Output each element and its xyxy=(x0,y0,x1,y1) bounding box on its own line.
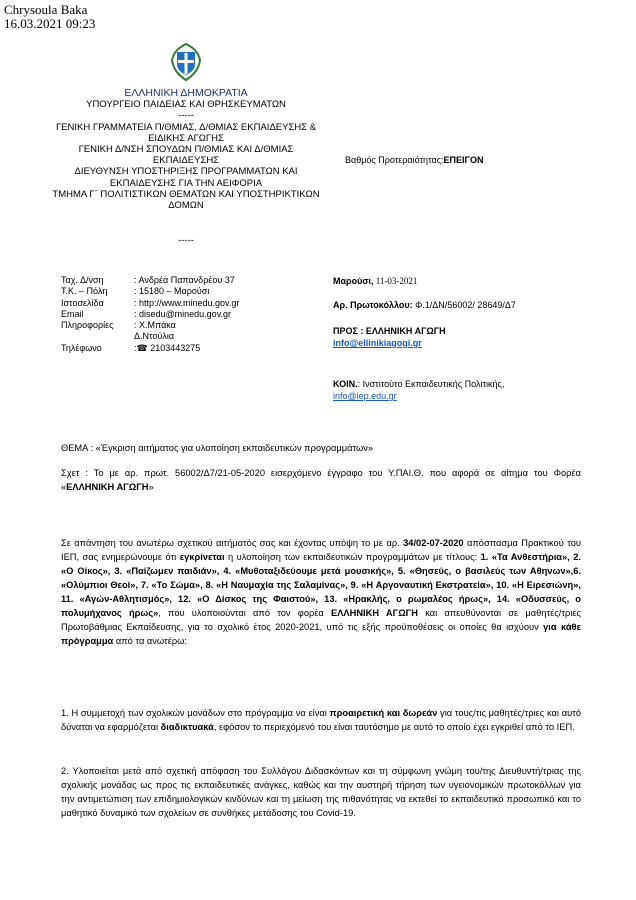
text-run: για τους/τις μαθητές/τριες και αυτό δύναται να εφαρμόζεται xyxy=(61,708,581,732)
text-run: η υλοποίηση των εκπαιδευτικών προγραμμάτων με τίτλους: xyxy=(224,552,481,562)
cc-label: ΚΟΙΝ. xyxy=(333,379,358,389)
text-run: από τα ανωτέρω: xyxy=(113,636,188,646)
contact-label: Email xyxy=(61,308,84,319)
priority-value: ΕΠΕΙΓΟΝ xyxy=(443,155,484,165)
contact-label: Ταχ. Δ/νση xyxy=(61,275,104,285)
text-run-bold: ΕΛΛΗΝΙΚΗ ΑΓΩΓΗ xyxy=(331,608,418,618)
text-run-bold: για κάθε πρόγραμμα xyxy=(61,622,581,646)
signature-stamp xyxy=(4,3,95,31)
place-label: Μαρούσι, xyxy=(333,276,374,286)
protocol-label: Αρ. Πρωτοκόλλου: xyxy=(333,300,413,310)
separator: ----- xyxy=(178,110,194,122)
contact-value: : http://www.minedu.gov.gr xyxy=(134,297,240,308)
contact-value: :☎ 2103443275 xyxy=(134,342,201,353)
text-run: , που υλοποιούνται από τον φορέα xyxy=(158,608,332,618)
reference-org: ΕΛΛΗΝΙΚΗ ΑΓΩΓΗ xyxy=(66,482,149,492)
contact-label: Τηλέφωνο xyxy=(61,342,102,353)
program-titles: 1. «Τα Ανθεστήρια», 2. «Ο Οίκος», 3. «Παίζωμεν παιδιάν», 4. «Μυθοταξιδεύουμε μετά μουσικής», 5. «Θησεύς, ο βασιλεύς των Αθηνων»,6. «Ολύμπιοι Θεοί», 7. «Το Σώμα», 8. «Η Ναυμαχία της Σαλαμίνας», 9. «Η Αργοναυτική Εκστρατεία», 10. «Η Ειρεσιώνη», 11. «Αγών-Αθλητισμός», 12. «Ο Δίσκος της Φαιστού», 13. «Ηρακλής, ο ρωμαλέος ήρως», 14. «Οδυσσεύς, ο πολυμήχανος ήρως» xyxy=(61,552,581,618)
protocol-value: Φ.1/ΔΝ/56002/ 28649/Δ7 xyxy=(412,300,516,310)
contact-label: Πληροφορίες xyxy=(61,320,114,331)
priority xyxy=(345,155,483,165)
recipient xyxy=(333,326,446,336)
text-run: , εφόσον το περιεχόμενό του είναι ταυτόσημο με αυτό το οποίο έχει εγκριθεί από το ΙΕΠ. xyxy=(213,722,575,732)
reference xyxy=(61,466,581,494)
department: ΤΜΗΜΑ Γ΄ ΠΟΛΙΤΙΣΤΙΚΩΝ ΘΕΜΑΤΩΝ ΚΑΙ ΥΠΟΣΤΗΡΙΚΤΙΚΩΝ ΔΟΜΩΝ xyxy=(52,188,320,212)
contact-value: Δ.Ντούλια xyxy=(134,331,175,342)
reference-end: » xyxy=(148,482,154,492)
priority-label: Βαθμός Προτεραιότητας: xyxy=(345,155,444,165)
condition-1 xyxy=(61,706,581,734)
general-directorate: ΓΕΝΙΚΗ Δ/ΝΣΗ ΣΠΟΥΔΩΝ Π/ΘΜΙΑΣ ΚΑΙ Δ/ΘΜΙΑΣ ΕΚΠΑΙΔΕΥΣΗΣ xyxy=(78,144,294,167)
text-run-bold: 34/02-07-2020 xyxy=(403,538,464,548)
letterhead xyxy=(52,88,320,246)
text-run-bold: διαδικτυακά xyxy=(160,722,214,732)
contact-value: : Χ.Μπάκα xyxy=(134,320,176,331)
to-label: ΠΡΟΣ xyxy=(333,326,358,336)
contact-value: : 15180 – Μαρούσι xyxy=(134,286,210,297)
contact-value: : Ανδρέα Παπανδρέου 37 xyxy=(134,275,235,285)
directorate: ΔΙΕΥΘΥΝΣΗ ΥΠΟΣΤΗΡΙΞΗΣ ΠΡΟΓΡΑΜΜΑΤΩΝ ΚΑΙ ΕΚΠΑΙΔΕΥΣΗΣ ΓΙΑ ΤΗΝ ΑΕΙΦΟΡΙΑ xyxy=(74,166,298,189)
general-secretariat: ΓΕΝΙΚΗ ΓΡΑΜΜΑΤΕΙΑ Π/ΘΜΙΑΣ, Δ/ΘΜΙΑΣ ΕΚΠΑΙΔΕΥΣΗΣ & ΕΙΔΙΚΗΣ ΑΓΩΓΗΣ xyxy=(55,121,317,144)
contact-label: Τ.Κ. – Πόλη xyxy=(61,286,108,297)
text-run: και απευθύνονται σε μαθητές/τριες Πρωτοβάθμιας Εκπαίδευσης, για το σχολικό έτος 2020-2021, υπό τις εξής προϋποθέσεις οι οποίες θα ισχύουν xyxy=(61,608,582,632)
reference-text: Σχετ : Το με αρ. πρωτ. 56002/Δ7/21-05-2020 εισερχόμενο έγγραφο του Υ.ΠΑΙ.Θ. που αφορά σε αίτημα του Φορέα « xyxy=(61,468,581,492)
separator-2: ----- xyxy=(178,235,194,247)
recipient-email-link[interactable]: info@ellinikiagogi.gr xyxy=(333,338,422,348)
to-value: : ΕΛΛΗΝΙΚΗ ΑΓΩΓΗ xyxy=(357,326,446,336)
coat-of-arms-icon xyxy=(168,42,204,82)
text-run: 1. Η συμμετοχή των σχολικών μονάδων στο πρόγραμμα να είναι xyxy=(61,708,330,718)
document-date xyxy=(333,276,417,286)
contact-label: Ιστοσελίδα xyxy=(61,297,104,308)
condition-2: 2. Υλοποιείται μετά από σχετική απόφαση του Συλλόγου Διδασκόντων και τη σύμφωνη γνώμη του/της Διευθυντή/τριας της σχολικής μονάδας ως προς τις εκπαιδευτικές ανάγκες, καθώς και την αυστηρή τήρηση των υγειονομικών πρωτοκόλλων για την αντιμετώπιση των επιδημιολογικών κινδύνων και τη μείωση της πιθανότητας να εκτεθεί το εκπαιδευτικό προσωπικό και το μαθητικό δυναμικό των σχολείων σε συνθήκες μετάδοσης του Covid-19. xyxy=(61,766,581,818)
ministry-title: ΥΠΟΥΡΓΕΙΟ ΠΑΙΔΕΙΑΣ ΚΑΙ ΘΡΗΣΚΕΥΜΑΤΩΝ xyxy=(86,99,286,111)
text-run: απόσπασμα Πρακτικού του ΙΕΠ, σας ενημερώνουμε ότι xyxy=(61,538,582,562)
text-run-bold: προαιρετική και δωρεάν xyxy=(329,708,438,718)
signer-name: Chrysoula Baka xyxy=(4,2,88,17)
date-value: 11-03-2021 xyxy=(373,276,418,286)
contact-value: : disedu@minedu.gov.gr xyxy=(134,308,232,319)
signature-datetime: 16.03.2021 09:23 xyxy=(4,16,96,31)
subject: ΘΕΜΑ : «Έγκριση αιτήματος για υλοποίηση εκπαιδευτικών προγραμμάτων» xyxy=(61,443,374,453)
cc-value: : Ινστιτούτο Εκπαιδευτικής Πολιτικής, xyxy=(357,379,505,389)
cc xyxy=(333,379,504,389)
main-paragraph xyxy=(61,536,581,648)
text-run: Σε απάντηση του ανωτέρω σχετικού αιτήματός σας και έχοντας υπόψη το με αρ. xyxy=(61,538,404,548)
text-run-bold: εγκρίνεται xyxy=(179,552,225,562)
cc-email-link[interactable]: info@iep.edu.gr xyxy=(333,391,397,401)
protocol-number xyxy=(333,300,516,310)
republic-title: ΕΛΛΗΝΙΚΗ ΔΗΜΟΚΡΑΤΙΑ xyxy=(124,87,248,99)
